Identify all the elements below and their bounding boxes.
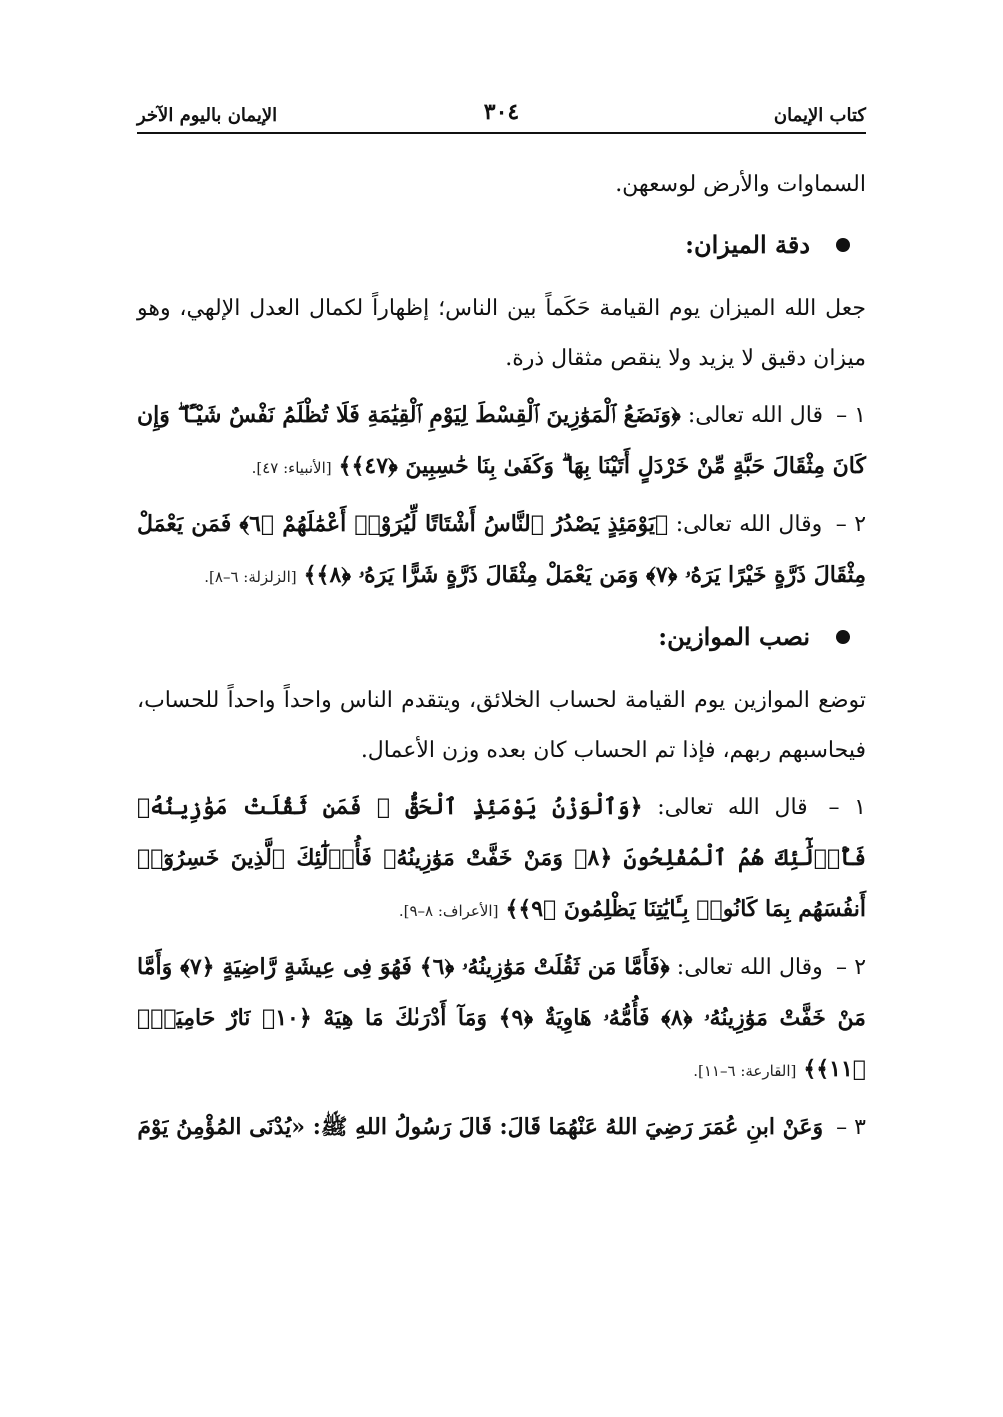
verse-reference: [الأنبياء: ٤٧]. (251, 459, 332, 477)
book-title: كتاب الإيمان (773, 105, 866, 126)
list-item (137, 390, 866, 493)
hadith-text: وَعَنْ ابنِ عُمَرَ رَضِيَ اللهُ عَنْهُمَا قَالَ: قَالَ رَسُولُ اللهِ ﷺ: «يُدْنَى المُؤْمِنُ يَوْمَ (137, 1114, 824, 1140)
quran-verse: ﴿يَوْمَئِذٍ يَصْدُرُ ٱلنَّاسُ أَشْتَاتًا لِّيُرَوْا۟ أَعْمَٰلَهُمْ ﴿٦﴾ فَمَن يَعْمَلْ مِثْقَالَ ذَرَّةٍ خَيْرًا يَرَهُۥ ﴿٧﴾ وَمَن يَعْمَلْ مِثْقَالَ ذَرَّةٍ شَرًّا يَرَهُۥ ﴿٨﴾﴾ (137, 511, 866, 588)
section-heading-text: دقة الميزان: (685, 230, 810, 259)
item-number: ٣ – (836, 1115, 866, 1140)
list-item (137, 499, 866, 602)
list-item (137, 782, 866, 936)
intro-line: السماوات والأرض لوسعهن. (615, 172, 866, 197)
list-item (137, 1102, 866, 1153)
section-heading (137, 220, 866, 270)
item-number: ٢ – (835, 955, 867, 980)
verse-reference: [الزلزلة: ٦–٨]. (204, 568, 297, 586)
item-lead: قال الله تعالى: (687, 403, 823, 428)
item-number: ١ – (828, 795, 866, 820)
chapter-title: الإيمان باليوم الآخر (137, 105, 278, 126)
quran-verse: ﴿فَأَمَّا مَن ثَقُلَتْ مَوَٰزِينُهُۥ ﴿٦﴾ فَهُوَ فِى عِيشَةٍ رَّاضِيَةٍ ﴿٧﴾ وَأَمَّا مَنْ خَفَّتْ مَوَٰزِينُهُۥ ﴿٨﴾ فَأُمُّهُۥ هَاوِيَةٌ ﴿٩﴾ وَمَآ أَدْرَىٰكَ مَا هِيَهْ ﴿١٠﴾ نَارٌ حَامِيَةٌۢ ﴿١١﴾﴾ (137, 954, 866, 1082)
list-item (137, 942, 866, 1096)
item-number: ١ – (836, 403, 866, 428)
section-heading (137, 612, 866, 662)
item-lead: وقال الله تعالى: (676, 955, 823, 980)
verse-reference: [القارعة: ٦–١١]. (693, 1062, 797, 1080)
header-rule (137, 132, 866, 134)
bullet-icon (836, 238, 850, 252)
item-lead: قال الله تعالى: (657, 795, 808, 820)
item-number: ٢ – (835, 512, 867, 537)
bullet-icon (836, 630, 850, 644)
running-header (137, 100, 866, 134)
page-number: ٣٠٤ (483, 99, 520, 125)
section-paragraph: جعل الله الميزان يوم القيامة حَكَماً بين الناس؛ إظهاراً لكمال العدل الإلهي، وهو ميزان دقيق لا يزيد ولا ينقص مثقال ذرة. (137, 296, 866, 371)
section-heading-text: نصب الموازين: (658, 622, 810, 651)
page-body (137, 160, 866, 1153)
quran-verse: ﴿وَٱلْوَزْنُ يَوْمَئِذٍ ٱلْحَقُّ ۚ فَمَن ثَقُلَتْ مَوَٰزِينُهُۥ فَأُو۟لَٰٓئِكَ هُمُ ٱلْمُفْلِحُونَ ﴿٨﴾ وَمَنْ خَفَّتْ مَوَٰزِينُهُۥ فَأُو۟لَٰٓئِكَ ٱلَّذِينَ خَسِرُوٓا۟ أَنفُسَهُم بِمَا كَانُوا۟ بِـَٔايَٰتِنَا يَظْلِمُونَ ﴿٩﴾﴾ (137, 794, 866, 922)
quran-verse: ﴿وَنَضَعُ ٱلْمَوَٰزِينَ ٱلْقِسْطَ لِيَوْمِ ٱلْقِيَٰمَةِ فَلَا تُظْلَمُ نَفْسٌ شَيْـًٔا ۖ وَإِن كَانَ مِثْقَالَ حَبَّةٍ مِّنْ خَرْدَلٍ أَتَيْنَا بِهَا ۗ وَكَفَىٰ بِنَا حَٰسِبِينَ ﴿٤٧﴾﴾ (137, 402, 866, 479)
section-paragraph: توضع الموازين يوم القيامة لحساب الخلائق، ويتقدم الناس واحداً واحداً للحساب، فيحاسبهم ربهم، فإذا تم الحساب كان بعده وزن الأعمال. (137, 688, 866, 763)
item-lead: وقال الله تعالى: (675, 512, 823, 537)
verse-reference: [الأعراف: ٨–٩]. (398, 902, 499, 920)
